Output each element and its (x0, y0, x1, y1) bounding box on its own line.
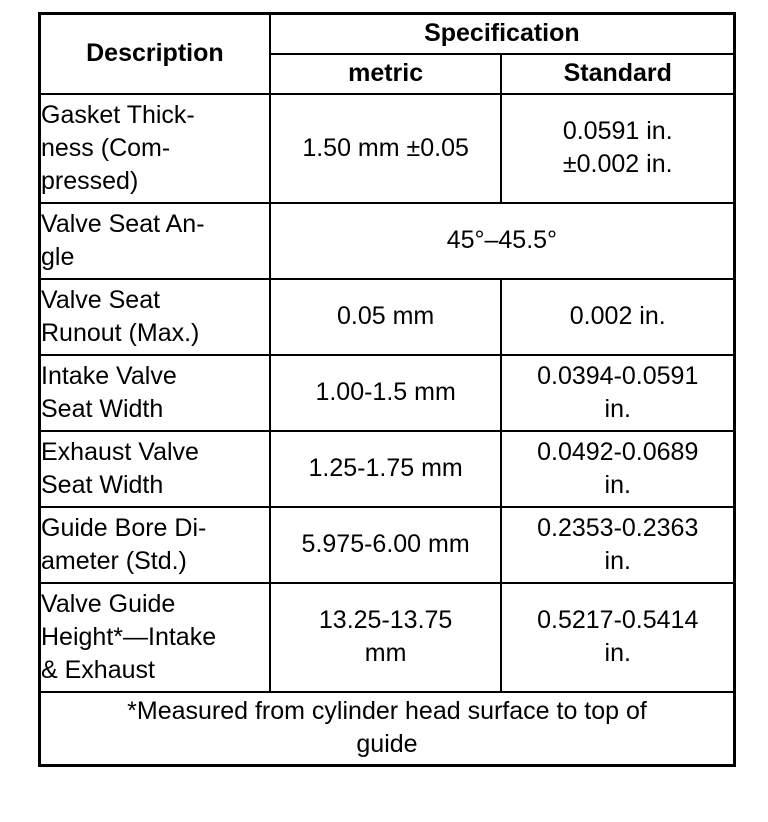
row-metric: 1.25-1.75 mm (270, 431, 502, 507)
row-metric: 5.975-6.00 mm (270, 507, 502, 583)
header-description: Description (40, 14, 270, 94)
header-standard: Standard (501, 54, 734, 94)
row-description: Gasket Thick- ness (Com- pressed) (40, 94, 270, 203)
table-row (40, 94, 735, 203)
footnote: *Measured from cylinder head surface to top of guide (40, 692, 735, 766)
row-description: Valve Seat Runout (Max.) (40, 279, 270, 355)
table-row (40, 279, 735, 355)
row-description: Guide Bore Di- ameter (Std.) (40, 507, 270, 583)
row-standard: 0.002 in. (501, 279, 734, 355)
table-row (40, 507, 735, 583)
header-metric: metric (270, 54, 502, 94)
row-standard: 0.2353-0.2363 in. (501, 507, 734, 583)
row-description: Valve Guide Height*—Intake & Exhaust (40, 583, 270, 692)
row-combined-value: 45°–45.5° (270, 203, 735, 279)
footnote-row (40, 692, 735, 766)
table-row (40, 355, 735, 431)
row-metric: 1.50 mm ±0.05 (270, 94, 502, 203)
row-standard: 0.0492-0.0689 in. (501, 431, 734, 507)
header-specification: Specification (270, 14, 735, 54)
row-standard: 0.0591 in. ±0.002 in. (501, 94, 734, 203)
row-metric: 0.05 mm (270, 279, 502, 355)
row-description: Intake Valve Seat Width (40, 355, 270, 431)
table-row (40, 583, 735, 692)
row-standard: 0.0394-0.0591 in. (501, 355, 734, 431)
row-description: Exhaust Valve Seat Width (40, 431, 270, 507)
row-metric: 13.25-13.75 mm (270, 583, 502, 692)
row-metric: 1.00-1.5 mm (270, 355, 502, 431)
table-row (40, 203, 735, 279)
row-description: Valve Seat An- gle (40, 203, 270, 279)
row-standard: 0.5217-0.5414 in. (501, 583, 734, 692)
specification-table (38, 12, 736, 767)
table-row (40, 431, 735, 507)
